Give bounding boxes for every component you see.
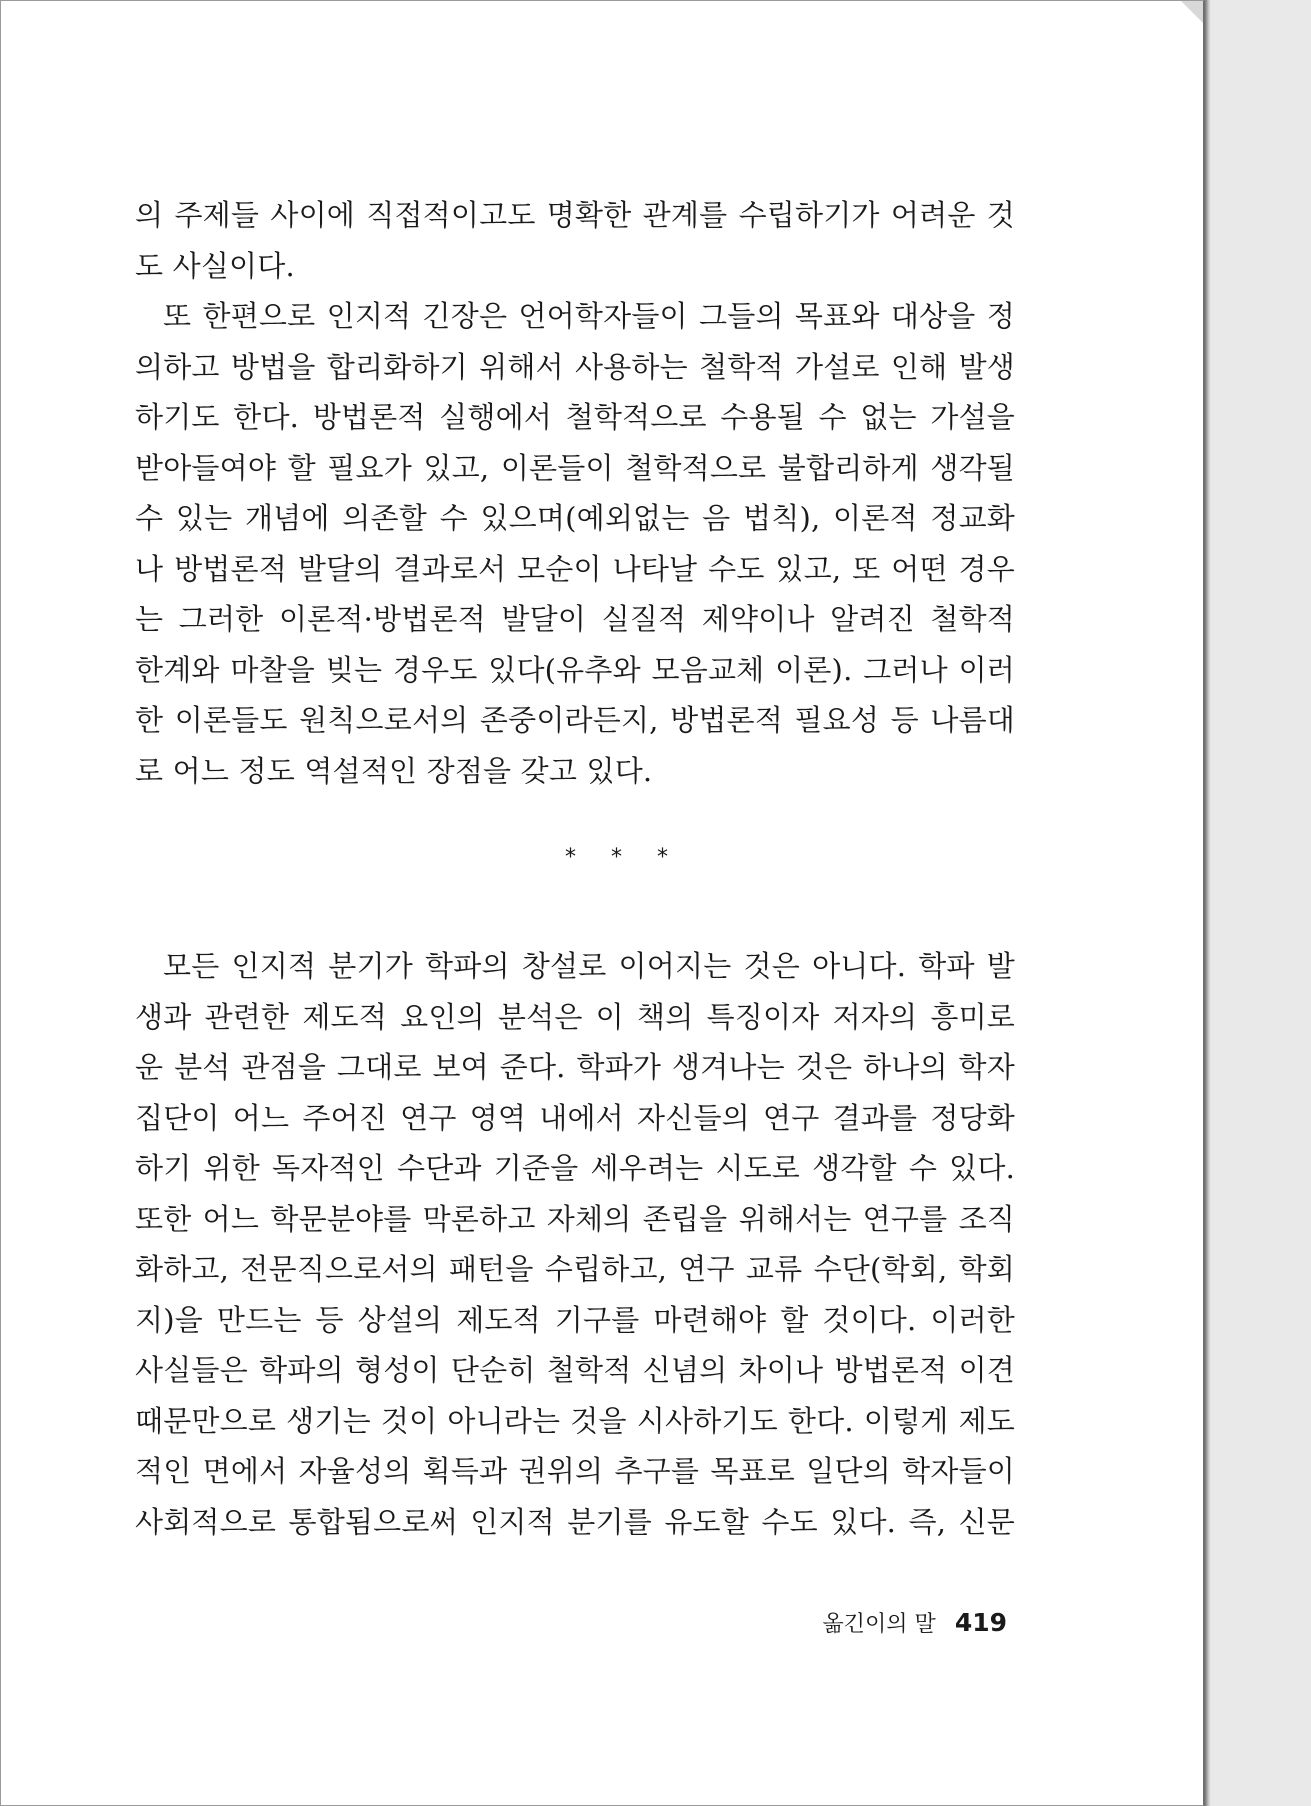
paragraph-continued	[135, 190, 1015, 291]
text-line: 한 이론들도 원칙으로서의 존중이라든지, 방법론적 필요성 등 나름대	[135, 703, 1015, 737]
text-line: 받아들여야 할 필요가 있고, 이론들이 철학적으로 불합리하게 생각될	[135, 450, 1015, 485]
text-line: 도 사실이다.	[135, 248, 295, 283]
text-line: 의하고 방법을 합리화하기 위해서 사용하는 철학적 가설로 인해 발생	[135, 349, 1015, 384]
text-line: 하기 위한 독자적인 수단과 기준을 세우려는 시도로 생각할 수 있다.	[135, 1151, 1015, 1185]
text-line: 모든 인지적 분기가 학파의 창설로 이어지는 것은 아니다. 학파 발	[163, 949, 1015, 983]
text-line: 수 있는 개념에 의존할 수 있으며(예외없는 음 법칙), 이론적 정교화	[135, 501, 1015, 535]
text-line: 하기도 한다. 방법론적 실행에서 철학적으로 수용될 수 없는 가설을	[135, 400, 1015, 434]
text-line: 때문만으로 생기는 것이 아니라는 것을 시사하기도 한다. 이렇게 제도	[135, 1403, 1015, 1438]
text-line: 또한 어느 학문분야를 막론하고 자체의 존립을 위해서는 연구를 조직	[135, 1201, 1015, 1236]
page-corner-fold	[1181, 1, 1205, 29]
text-line: 사회적으로 통합됨으로써 인지적 분기를 유도할 수도 있다. 즉, 신문	[135, 1504, 1015, 1539]
text-line: 로 어느 정도 역설적인 장점을 갖고 있다.	[135, 753, 653, 788]
page-number: 419	[954, 1608, 1007, 1637]
text-line: 또 한편으로 인지적 긴장은 언어학자들이 그들의 목표와 대상을 정	[163, 299, 1015, 333]
paragraph-cognitive-tension	[135, 291, 1015, 796]
text-line: 운 분석 관점을 그대로 보여 준다. 학파가 생겨나는 것은 하나의 학자	[135, 1050, 1015, 1084]
text-line: 적인 면에서 자율성의 획득과 권위의 추구를 목표로 일단의 학자들이	[135, 1454, 1015, 1488]
text-line: 화하고, 전문직으로서의 패턴을 수립하고, 연구 교류 수단(학회, 학회	[135, 1252, 1015, 1286]
paragraph-schools	[135, 941, 1015, 1547]
text-line: 나 방법론적 발달의 결과로서 모순이 나타날 수도 있고, 또 어떤 경우	[135, 551, 1015, 586]
text-line: 는 그러한 이론적·방법론적 발달이 실질적 제약이나 알려진 철학적	[135, 602, 1015, 636]
text-line: 한계와 마찰을 빚는 경우도 있다(유추와 모음교체 이론). 그러나 이러	[135, 652, 1015, 687]
top-text-block	[135, 190, 1015, 796]
text-line: 사실들은 학파의 형성이 단순히 철학적 신념의 차이나 방법론적 이견	[135, 1353, 1015, 1387]
bottom-text-block	[135, 941, 1015, 1547]
page-footer	[822, 1607, 1007, 1638]
section-separator: * * *	[565, 845, 682, 870]
text-line: 지)을 만드는 등 상설의 제도적 기구를 마련해야 할 것이다. 이러한	[135, 1302, 1015, 1337]
text-line: 생과 관련한 제도적 요인의 분석은 이 책의 특징이자 저자의 흥미로	[135, 999, 1015, 1034]
running-head: 옮긴이의 말	[822, 1612, 936, 1637]
text-line: 의 주제들 사이에 직접적이고도 명확한 관계를 수립하기가 어려운 것	[135, 198, 1015, 232]
text-line: 집단이 어느 주어진 연구 영역 내에서 자신들의 연구 결과를 정당화	[135, 1100, 1015, 1135]
